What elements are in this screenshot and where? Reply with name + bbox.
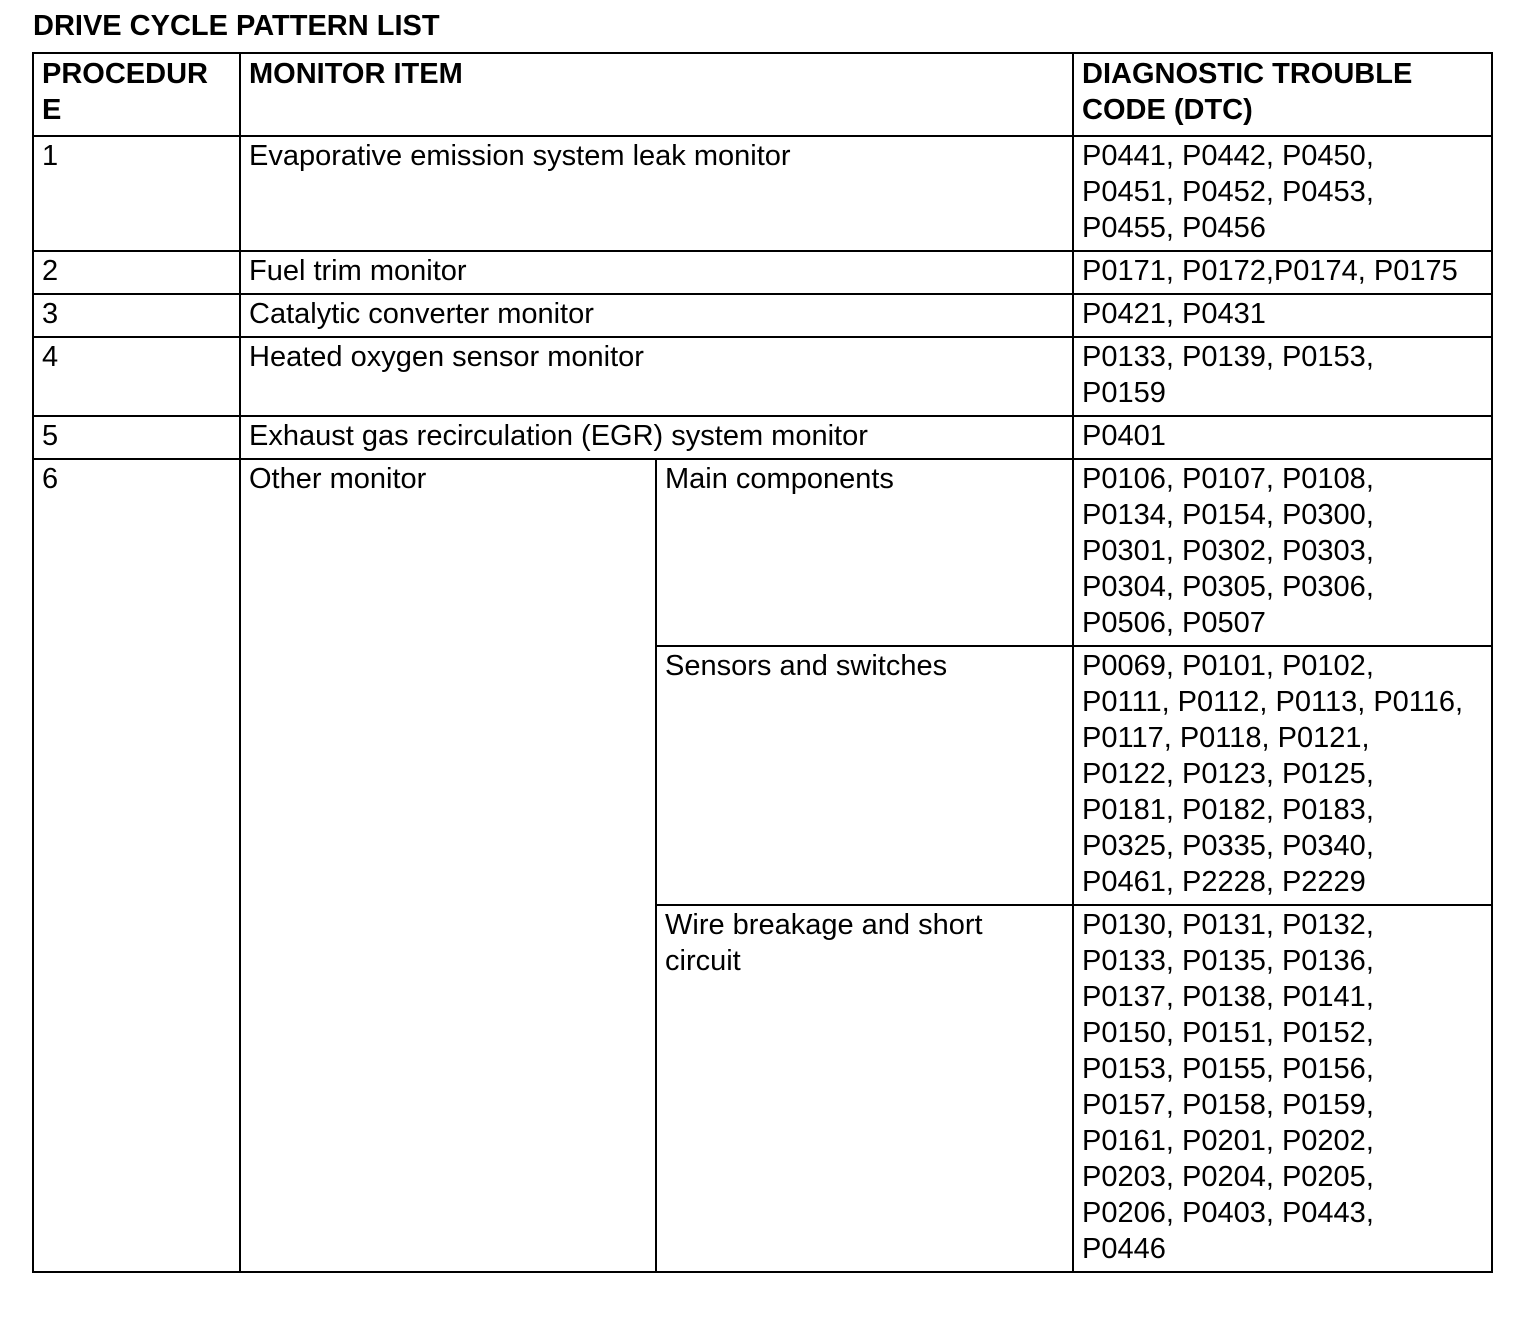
dtc-line: P0130, P0131, P0132, bbox=[1082, 909, 1374, 941]
dtc-line: P0159 bbox=[1082, 377, 1166, 409]
dtc-line: P0069, P0101, P0102, bbox=[1082, 650, 1374, 682]
dtc-line: P0122, P0123, P0125, bbox=[1082, 758, 1374, 790]
monitor-cell: Fuel trim monitor bbox=[240, 251, 1073, 294]
dtc-line: P0133, P0139, P0153, bbox=[1082, 341, 1374, 373]
dtc-cell bbox=[1073, 905, 1492, 1272]
header-monitor-item: MONITOR ITEM bbox=[240, 53, 1073, 136]
dtc-line: P0455, P0456 bbox=[1082, 212, 1266, 244]
monitor-cell: Catalytic converter monitor bbox=[240, 294, 1073, 337]
header-procedure: PROCEDUR E bbox=[33, 53, 240, 136]
procedure-cell: 6 bbox=[33, 459, 240, 1272]
procedure-cell: 2 bbox=[33, 251, 240, 294]
procedure-cell: 1 bbox=[33, 136, 240, 251]
dtc-line: P0157, P0158, P0159, bbox=[1082, 1089, 1374, 1121]
dtc-line: P0203, P0204, P0205, bbox=[1082, 1161, 1374, 1193]
dtc-line: P0301, P0302, P0303, bbox=[1082, 535, 1374, 567]
dtc-line: P0446 bbox=[1082, 1233, 1166, 1265]
dtc-line: P0134, P0154, P0300, bbox=[1082, 499, 1374, 531]
table-row bbox=[33, 136, 1492, 251]
dtc-line: P0117, P0118, P0121, bbox=[1082, 722, 1370, 754]
dtc-line: P0133, P0135, P0136, bbox=[1082, 945, 1374, 977]
table-header-row bbox=[33, 53, 1492, 136]
dtc-line: P0441, P0442, P0450, bbox=[1082, 140, 1374, 172]
dtc-line: P0153, P0155, P0156, bbox=[1082, 1053, 1374, 1085]
dtc-line: P0106, P0107, P0108, bbox=[1082, 463, 1374, 495]
procedure-cell: 4 bbox=[33, 337, 240, 416]
table-row bbox=[33, 416, 1492, 459]
page-title: DRIVE CYCLE PATTERN LIST bbox=[33, 10, 440, 42]
monitor-cell: Other monitor bbox=[240, 459, 656, 1272]
table-row bbox=[33, 251, 1492, 294]
dtc-line: P0150, P0151, P0152, bbox=[1082, 1017, 1374, 1049]
dtc-line: P0325, P0335, P0340, bbox=[1082, 830, 1374, 862]
monitor-cell: Exhaust gas recirculation (EGR) system monitor bbox=[240, 416, 1073, 459]
dtc-cell bbox=[1073, 136, 1492, 251]
dtc-line: P0401 bbox=[1082, 420, 1166, 452]
table-row bbox=[33, 337, 1492, 416]
dtc-line: P0506, P0507 bbox=[1082, 607, 1266, 639]
header-dtc: DIAGNOSTIC TROUBLE CODE (DTC) bbox=[1073, 53, 1492, 136]
procedure-cell: 3 bbox=[33, 294, 240, 337]
dtc-line: P0137, P0138, P0141, bbox=[1082, 981, 1374, 1013]
dtc-line: P0111, P0112, P0113, P0116, bbox=[1082, 686, 1464, 718]
dtc-line: P0304, P0305, P0306, bbox=[1082, 571, 1374, 603]
drive-cycle-table bbox=[32, 52, 1493, 1273]
procedure-cell: 5 bbox=[33, 416, 240, 459]
dtc-line: P0161, P0201, P0202, bbox=[1082, 1125, 1374, 1157]
dtc-cell bbox=[1073, 646, 1492, 905]
dtc-line: P0461, P2228, P2229 bbox=[1082, 866, 1366, 898]
dtc-cell bbox=[1073, 459, 1492, 646]
dtc-cell bbox=[1073, 337, 1492, 416]
monitor-cell: Heated oxygen sensor monitor bbox=[240, 337, 1073, 416]
dtc-line: P0451, P0452, P0453, bbox=[1082, 176, 1374, 208]
table-row bbox=[33, 294, 1492, 337]
sub-monitor-cell: Sensors and switches bbox=[656, 646, 1073, 905]
dtc-line: P0171, P0172,P0174, P0175 bbox=[1082, 255, 1458, 287]
dtc-line: P0181, P0182, P0183, bbox=[1082, 794, 1374, 826]
sub-monitor-cell: Wire breakage and short circuit bbox=[656, 905, 1073, 1272]
dtc-cell bbox=[1073, 416, 1492, 459]
dtc-line: P0206, P0403, P0443, bbox=[1082, 1197, 1374, 1229]
monitor-cell: Evaporative emission system leak monitor bbox=[240, 136, 1073, 251]
dtc-cell bbox=[1073, 251, 1492, 294]
dtc-cell bbox=[1073, 294, 1492, 337]
dtc-line: P0421, P0431 bbox=[1082, 298, 1266, 330]
sub-monitor-cell: Main components bbox=[656, 459, 1073, 646]
table-row bbox=[33, 459, 1492, 646]
